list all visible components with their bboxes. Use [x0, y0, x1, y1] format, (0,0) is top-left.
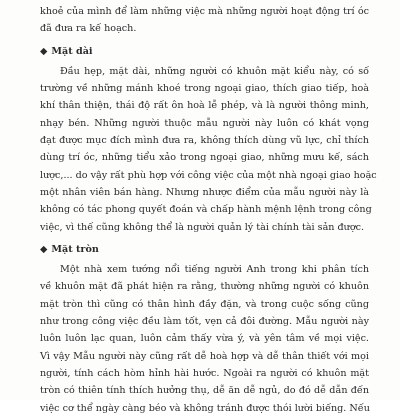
section-title: Mặt dài — [51, 45, 93, 57]
paragraph-line: nhạy bén. Những người thuộc mẫu người này luôn có khát vọng — [40, 117, 369, 129]
diamond-bullet-icon: ◆ — [40, 45, 48, 57]
paragraph-line: Một nhà xem tướng nổi tiếng người Anh trong khi phân tích — [60, 264, 369, 276]
paragraph-line: về khuôn mặt đã phát hiện ra rằng, thường những người có khuôn — [40, 281, 369, 293]
section-title: Mặt tròn — [51, 243, 99, 255]
paragraph-line: người, tính cách hòm hỉnh hài hước. Ngoài ra người có khuôn mặt — [40, 367, 369, 379]
paragraph-line: lược,... do vậy rất phù hợp với công việc của một nhà ngoại giao hoặc — [40, 169, 377, 181]
paragraph-line: trường về những mánh khoé trong ngoại giao, thích giao tiếp, hoà — [40, 83, 369, 95]
page-content — [40, 3, 377, 417]
paragraph-line: đạt được mục đích mình đưa ra, không thích dùng vũ lực, chỉ thích — [40, 135, 369, 147]
paragraph-line: luôn luôn lạc quan, luôn cảm thấy vừa ý, và yên tâm về mọi việc. — [40, 333, 369, 345]
section-heading-mat-tron — [40, 241, 369, 258]
diamond-bullet-icon: ◆ — [40, 243, 48, 255]
intro-line-2: đã đưa ra kế hoạch. — [40, 23, 137, 35]
paragraph-line: khí thân thiện, thái độ rất ôn hoà lễ phép, và là người thông minh, — [40, 100, 369, 112]
paragraph-line: việc cơ thể ngày càng béo và không tránh được thói lười biếng. Nếu — [40, 402, 370, 414]
paragraph-line: tròn có thiên tính thích hưởng thụ, dễ ăn dễ ngủ, do đó dễ dẫn đến — [40, 385, 369, 397]
paragraph-line: dùng trí óc, những tiểu xảo trong ngoại giao, những mưu kế, sách — [40, 152, 369, 164]
paragraph-line: một nhân viên bán hàng. Nhưng nhược điểm của mẫu người này là — [40, 186, 369, 198]
paragraph-line: Đầu hẹp, mặt dài, những người có khuôn mặt kiểu này, có số — [60, 65, 369, 77]
paragraph-line: mặt tròn thì cũng có thân hình đầy đặn, và trong cuộc sống cũng — [40, 298, 369, 310]
paragraph-line: như trong công việc đều làm tốt, vẹn cả đôi đường. Mẫu người này — [40, 316, 369, 328]
paragraph-line: Vì vậy Mẫu người này cũng rất dễ hoà hợp và dễ thân thiết với mọi — [40, 350, 369, 362]
paragraph-line: việc, vì thế cũng không thể là người quản lý tài chính tài sản được. — [40, 221, 365, 233]
paragraph-line: không có tác phong quyết đoán và chấp hành mệnh lệnh trong công — [40, 204, 372, 216]
intro-line-1: khoẻ của mình để làm những việc mà những người hoạt động trí óc — [40, 6, 369, 17]
section-heading-mat-dai — [40, 43, 369, 60]
